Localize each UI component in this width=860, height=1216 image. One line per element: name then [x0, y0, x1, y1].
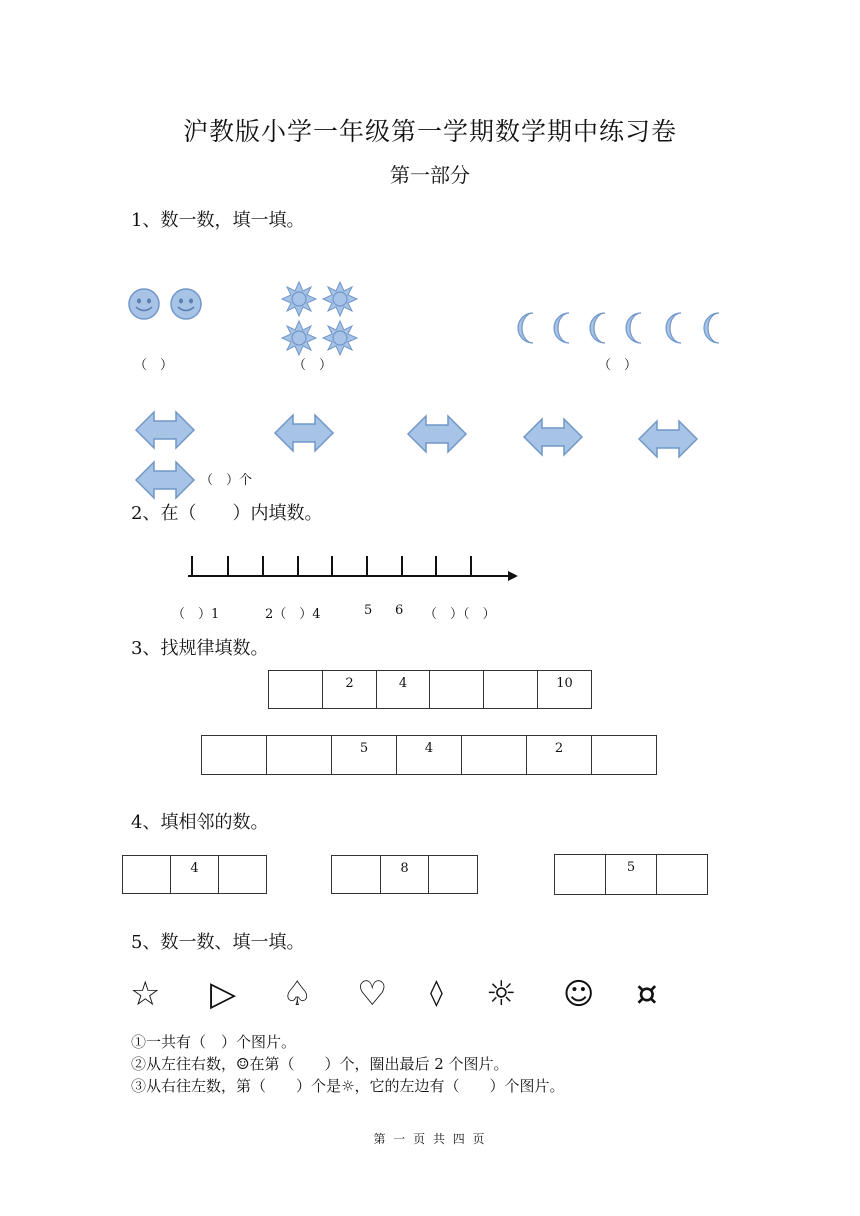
neighbor-cell[interactable]	[429, 856, 478, 894]
question-5-label: 5、数一数、填一填。	[131, 932, 305, 953]
page-title: 沪教版小学一年级第一学期数学期中练习卷	[182, 117, 677, 146]
heart-icon: ♡	[357, 974, 388, 1014]
double-arrow-icon	[275, 415, 333, 451]
pattern-cell[interactable]	[462, 736, 527, 775]
neighbor-cell[interactable]	[332, 856, 381, 894]
currency-symbol-icon: ¤	[636, 974, 658, 1014]
question-5-line-2: ②从左往右数，☺在第（ ）个，圈出最后 2 个图片。	[131, 1055, 509, 1073]
smiley-symbol-icon: ☺	[563, 977, 595, 1012]
neighbor-group-1	[122, 855, 267, 894]
pattern-cell[interactable]	[267, 736, 332, 775]
pattern-cell[interactable]: 10	[538, 671, 592, 709]
double-arrow-icon	[408, 416, 466, 452]
question-2-label: 2、在（ ）内填数。	[131, 503, 323, 524]
number-line	[184, 554, 524, 586]
answer-blank: （ ）	[598, 358, 638, 373]
answer-blank: （ ）	[134, 358, 174, 373]
pattern-cell[interactable]	[269, 671, 323, 709]
neighbor-cell[interactable]	[555, 855, 606, 895]
number-line-label: （ ）1	[172, 607, 220, 622]
pattern-cell[interactable]: 2	[527, 736, 592, 775]
number-line-label: 5	[364, 603, 373, 618]
pattern-row-2	[201, 735, 657, 775]
neighbor-cell[interactable]	[657, 855, 708, 895]
answer-blank: （ ）	[293, 358, 333, 373]
pattern-cell[interactable]: 4	[377, 671, 430, 709]
number-line-label: 2（ ）4	[265, 607, 321, 622]
section-subtitle: 第一部分	[390, 163, 470, 187]
pattern-cell[interactable]: 2	[323, 671, 377, 709]
sun-symbol-icon: ☼	[486, 974, 517, 1014]
pattern-cell[interactable]	[592, 736, 657, 775]
neighbor-cell[interactable]: 4	[171, 856, 219, 894]
triangle-right-icon: ▷	[210, 974, 237, 1014]
pattern-row-1	[268, 670, 592, 709]
question-4-label: 4、填相邻的数。	[131, 812, 269, 833]
pattern-cell[interactable]	[484, 671, 538, 709]
double-arrow-icon	[524, 419, 582, 455]
double-arrow-icon	[136, 462, 194, 498]
question-5-line-1: ①一共有（ ）个图片。	[131, 1033, 297, 1051]
pattern-cell[interactable]: 5	[332, 736, 397, 775]
double-arrow-icon-group	[0, 0, 860, 520]
question-1-label: 1、数一数，填一填。	[131, 210, 305, 231]
neighbor-group-2	[331, 855, 478, 894]
pattern-cell[interactable]	[430, 671, 484, 709]
spade-icon: ♤	[282, 974, 313, 1014]
neighbor-cell[interactable]	[219, 856, 267, 894]
question-5-line-3: ③从右往左数，第（ ）个是☼，它的左边有（ ）个图片。	[131, 1077, 565, 1095]
double-arrow-icon	[639, 421, 697, 457]
neighbor-cell[interactable]: 8	[381, 856, 429, 894]
number-line-label: （ ）（ ）	[424, 607, 496, 622]
neighbor-group-3	[554, 854, 708, 895]
pattern-cell[interactable]	[202, 736, 267, 775]
page-footer: 第 一 页 共 四 页	[373, 1132, 487, 1146]
neighbor-cell[interactable]	[123, 856, 171, 894]
double-arrow-icon	[136, 412, 194, 448]
pattern-cell[interactable]: 4	[397, 736, 462, 775]
neighbor-cell[interactable]: 5	[606, 855, 657, 895]
arrow-count-blank: （ ）个	[200, 473, 253, 488]
diamond-icon: ◊	[430, 978, 443, 1008]
question-3-label: 3、找规律填数。	[131, 638, 269, 659]
number-line-label: 6	[395, 603, 404, 618]
star-icon: ☆	[130, 974, 161, 1014]
